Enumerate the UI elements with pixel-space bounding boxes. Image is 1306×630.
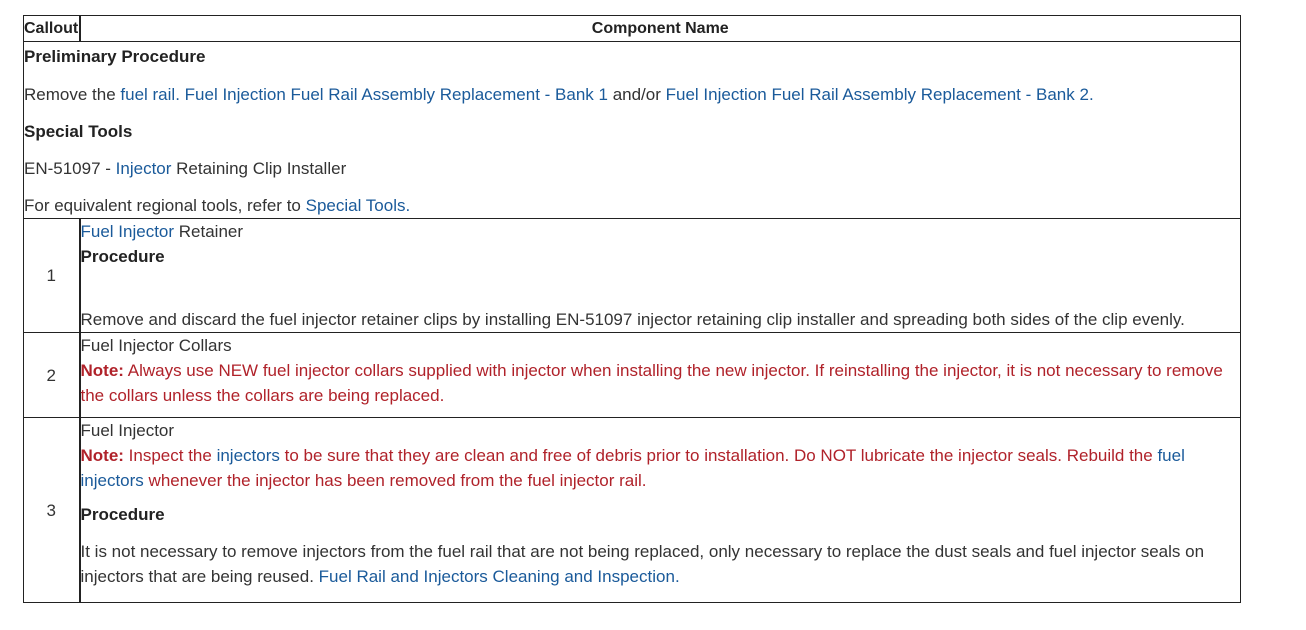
table-row [24,219,1241,333]
period-text: . [1088,85,1094,104]
fuel-rail-link[interactable]: fuel rail [120,85,176,104]
preliminary-remove-text [24,73,1240,113]
note-text [81,358,1241,408]
fuel-injectors-link[interactable]: fuel injectors [80,446,1185,490]
procedure-suffix: . [674,567,680,586]
injector-link[interactable]: Injector [115,159,172,178]
callout-header: Callout [24,16,80,42]
andor-text: and/or [607,85,666,104]
table-row [24,418,1241,603]
procedure-document [23,15,1241,603]
equivalent-tools-line [24,181,1240,218]
component-cell [80,418,1241,603]
component-table [23,15,1241,603]
component-cell [80,333,1241,418]
component-name [81,219,1241,244]
procedure-title: Procedure [80,505,165,524]
bank1-link[interactable]: Fuel Injection Fuel Rail Assembly Replacement - Bank 1 [184,85,608,104]
note-text [81,443,1241,493]
bank2-link[interactable]: Fuel Injection Fuel Rail Assembly Replacement - Bank 2 [665,85,1089,104]
callout-number: 2 [24,333,80,418]
procedure-title: Procedure [80,247,165,266]
special-tools-link[interactable]: Special Tools [305,196,406,215]
component-name: Fuel Injector [80,421,175,440]
component-name: Fuel Injector Collars [80,336,232,355]
fuel-injector-link[interactable]: Fuel Injector [80,222,175,241]
tool-line [24,144,1240,181]
sep-text: . [175,85,185,104]
cleaning-inspection-link[interactable]: Fuel Rail and Injectors Cleaning and Inspection [318,567,675,586]
injectors-link[interactable]: injectors [216,446,280,465]
callout-number: 1 [24,219,80,333]
procedure-text: Remove and discard the fuel injector retainer clips by installing EN-51097 injector retaining clip installer and spreading both sides of the clip evenly. [80,310,1185,329]
preliminary-cell [24,42,1241,219]
special-tools-title: Special Tools [24,122,133,141]
callout-number: 3 [24,418,80,603]
note-part-c: whenever the injector has been removed from the fuel injector rail. [143,471,647,490]
note-body: Always use NEW fuel injector collars supplied with injector when installing the new injector. If reinstalling the injector, it is not necessary to remove the collars unless the collars are being replaced. [80,361,1223,405]
table-header-row [24,16,1241,42]
tool-suffix: Retaining Clip Installer [171,159,347,178]
note-label: Note: [80,361,124,380]
component-name-header: Component Name [80,16,1241,42]
note-part-a: Inspect the [123,446,217,465]
component-cell [80,219,1241,333]
remove-prefix: Remove the [24,85,121,104]
table-row [24,333,1241,418]
note-label: Note: [80,446,124,465]
equiv-suffix: . [405,196,411,215]
procedure-text [81,527,1241,589]
tool-prefix: EN-51097 - [24,159,116,178]
note-part-b: to be sure that they are clean and free of debris prior to installation. Do NOT lubricate the injector seals. Rebuild the [279,446,1158,465]
name-suffix: Retainer [174,222,244,241]
preliminary-title: Preliminary Procedure [24,47,206,66]
procedure-body: It is not necessary to remove injectors from the fuel rail that are not being replaced, only necessary to replace the dust seals and fuel injector seals on injectors that are being reused. [80,542,1205,586]
equiv-prefix: For equivalent regional tools, refer to [24,196,306,215]
preliminary-row [24,42,1241,219]
